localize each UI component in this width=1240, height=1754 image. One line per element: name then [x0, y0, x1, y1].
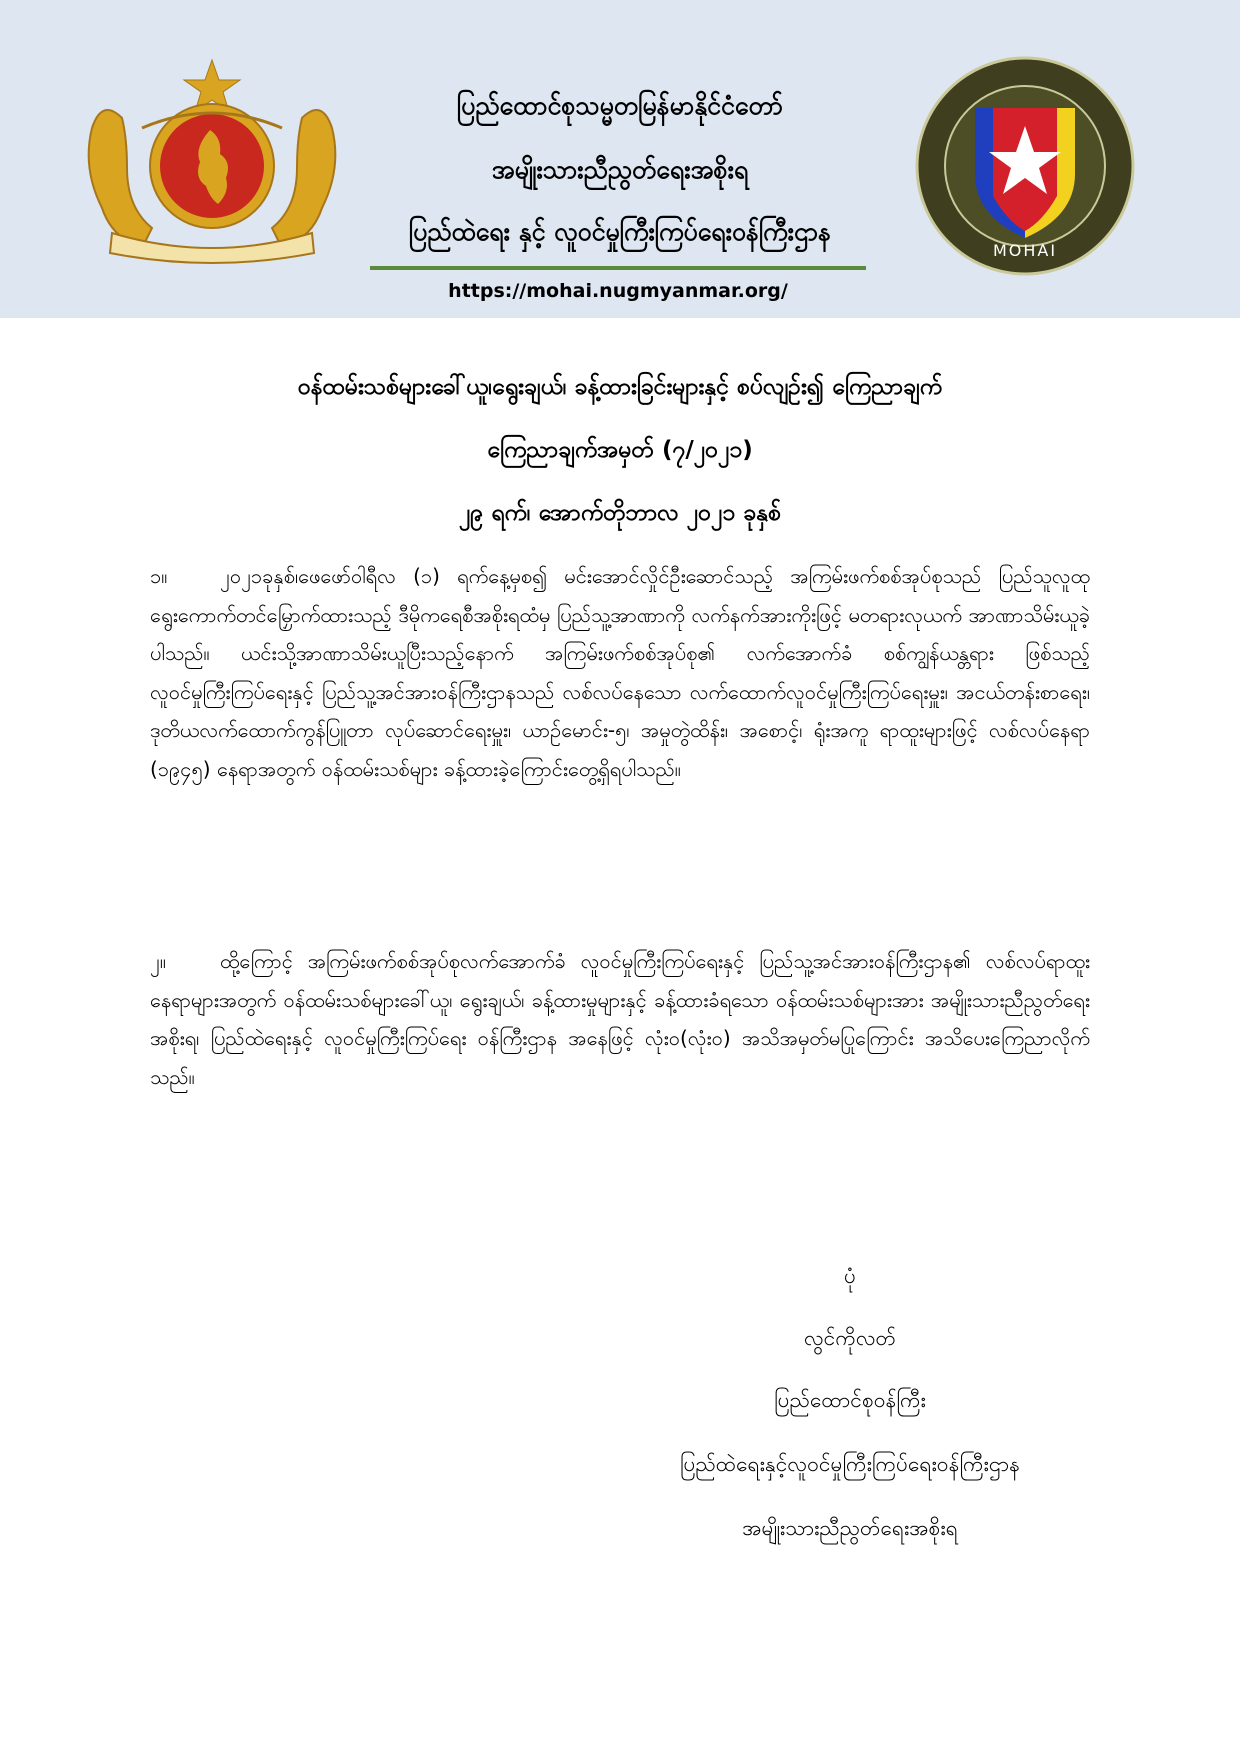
paragraph-2 [150, 942, 1090, 1096]
ministry-name: ပြည်ထဲရေး နှင့် လူဝင်မှုကြီးကြပ်ရေးဝန်ကြီးဌာန [408, 217, 832, 246]
logo-text: MOHAI [992, 241, 1058, 260]
government-name: ပြည်ထောင်စုသမ္မတမြန်မာနိုင်ငံတော် [456, 91, 784, 120]
paragraph-1-number: ၁။ [150, 564, 168, 588]
paragraph-1 [150, 557, 1090, 788]
signatory-government: အမျိုးသားညီညွတ်ရေးအစိုးရ [742, 1516, 958, 1540]
signatory-ministry: ပြည်ထဲရေးနှင့်လူဝင်မှုကြီးကြပ်ရေးဝန်ကြီးဌာန [680, 1452, 1020, 1476]
announcement-number: ကြေညာချက်အမှတ် (၇/၂၀၂၁) [487, 437, 753, 463]
header-divider [370, 266, 866, 270]
letterhead [0, 0, 1240, 318]
government-subtitle: အမျိုးသားညီညွတ်ရေးအစိုးရ [491, 155, 749, 184]
ministry-url[interactable]: https://mohai.nugmyanmar.org/ [448, 280, 788, 302]
signatory-name: လွင်ကိုလတ် [803, 1326, 897, 1350]
announcement-date: ၂၉ ရက်၊ အောက်တိုဘာလ ၂၀၂၁ ခုနှစ် [458, 500, 782, 526]
state-emblem-icon [82, 58, 342, 266]
paragraph-1-text: ၂၀၂၁ခုနှစ်၊ဖေဖော်ဝါရီလ (၁) ရက်နေ့မှစ၍ မင်းအောင်လှိုင်ဦးဆောင်သည့် အကြမ်းဖက်စစ်အုပ်စုသည် ပြည်သူလူထုရွေးကောက်တင်မြှောက်ထားသည့် ဒီမိုကရေစီအစိုးရထံမှ ပြည်သူ့အာဏာကို လက်နက်အားကိုးဖြင့် မတရားလုယက် အာဏာသိမ်းယူခဲ့ပါသည်။ ယင်းသို့အာဏာသိမ်းယူပြီးသည့်နောက် အကြမ်းဖက်စစ်အုပ်စု၏ လက်အောက်ခံ စစ်ကျွန်ယန္တရား ဖြစ်သည့် လူဝင်မှုကြီးကြပ်ရေးနှင့် ပြည်သူ့အင်အားဝန်ကြီးဌာနသည် လစ်လပ်နေသော လက်ထောက်လူဝင်မှုကြီးကြပ်ရေးမှူး၊ အငယ်တန်းစာရေး၊ ဒုတိယလက်ထောက်ကွန်ပြူတာ လုပ်ဆောင်ရေးမှူး၊ ယာဉ်မောင်း-၅၊ အမှုတွဲထိန်း၊ အစောင့်၊ ရုံးအကူ ရာထူးများဖြင့် လစ်လပ်နေရာ (၁၉၄၅) နေရာအတွက် ဝန်ထမ်းသစ်များ ခန့်ထားခဲ့ကြောင်းတွေ့ရှိရပါသည်။ [150, 564, 1090, 781]
paragraph-2-text: ထို့ကြောင့် အကြမ်းဖက်စစ်အုပ်စုလက်အောက်ခံ လူဝင်မှုကြီးကြပ်ရေးနှင့် ပြည်သူ့အင်အားဝန်ကြီးဌာန၏ လစ်လပ်ရာထူးနေရာများအတွက် ဝန်ထမ်းသစ်များခေါ်ယူ၊ ရွေးချယ်၊ ခန့်ထားမှုများနှင့် ခန့်ထားခံရသော ဝန်ထမ်းသစ်များအား အမျိုးသားညီညွတ်ရေးအစိုးရ၊ ပြည်ထဲရေးနှင့် လူဝင်မှုကြီးကြပ်ရေး ဝန်ကြီးဌာန အနေဖြင့် လုံးဝ(လုံးဝ) အသိအမှတ်မပြုကြောင်း အသိပေးကြေညာလိုက်သည်။ [150, 949, 1090, 1089]
mohai-logo-icon [903, 56, 1147, 276]
signature-mark: ပုံ [844, 1264, 856, 1288]
announcement-title: ဝန်ထမ်းသစ်များခေါ်ယူ၊ရွေးချယ်၊ ခန့်ထားခြင်းများနှင့် စပ်လျဉ်း၍ ကြေညာချက် [297, 374, 943, 400]
paragraph-2-number: ၂။ [150, 949, 166, 973]
signatory-title: ပြည်ထောင်စုဝန်ကြီး [774, 1388, 926, 1412]
